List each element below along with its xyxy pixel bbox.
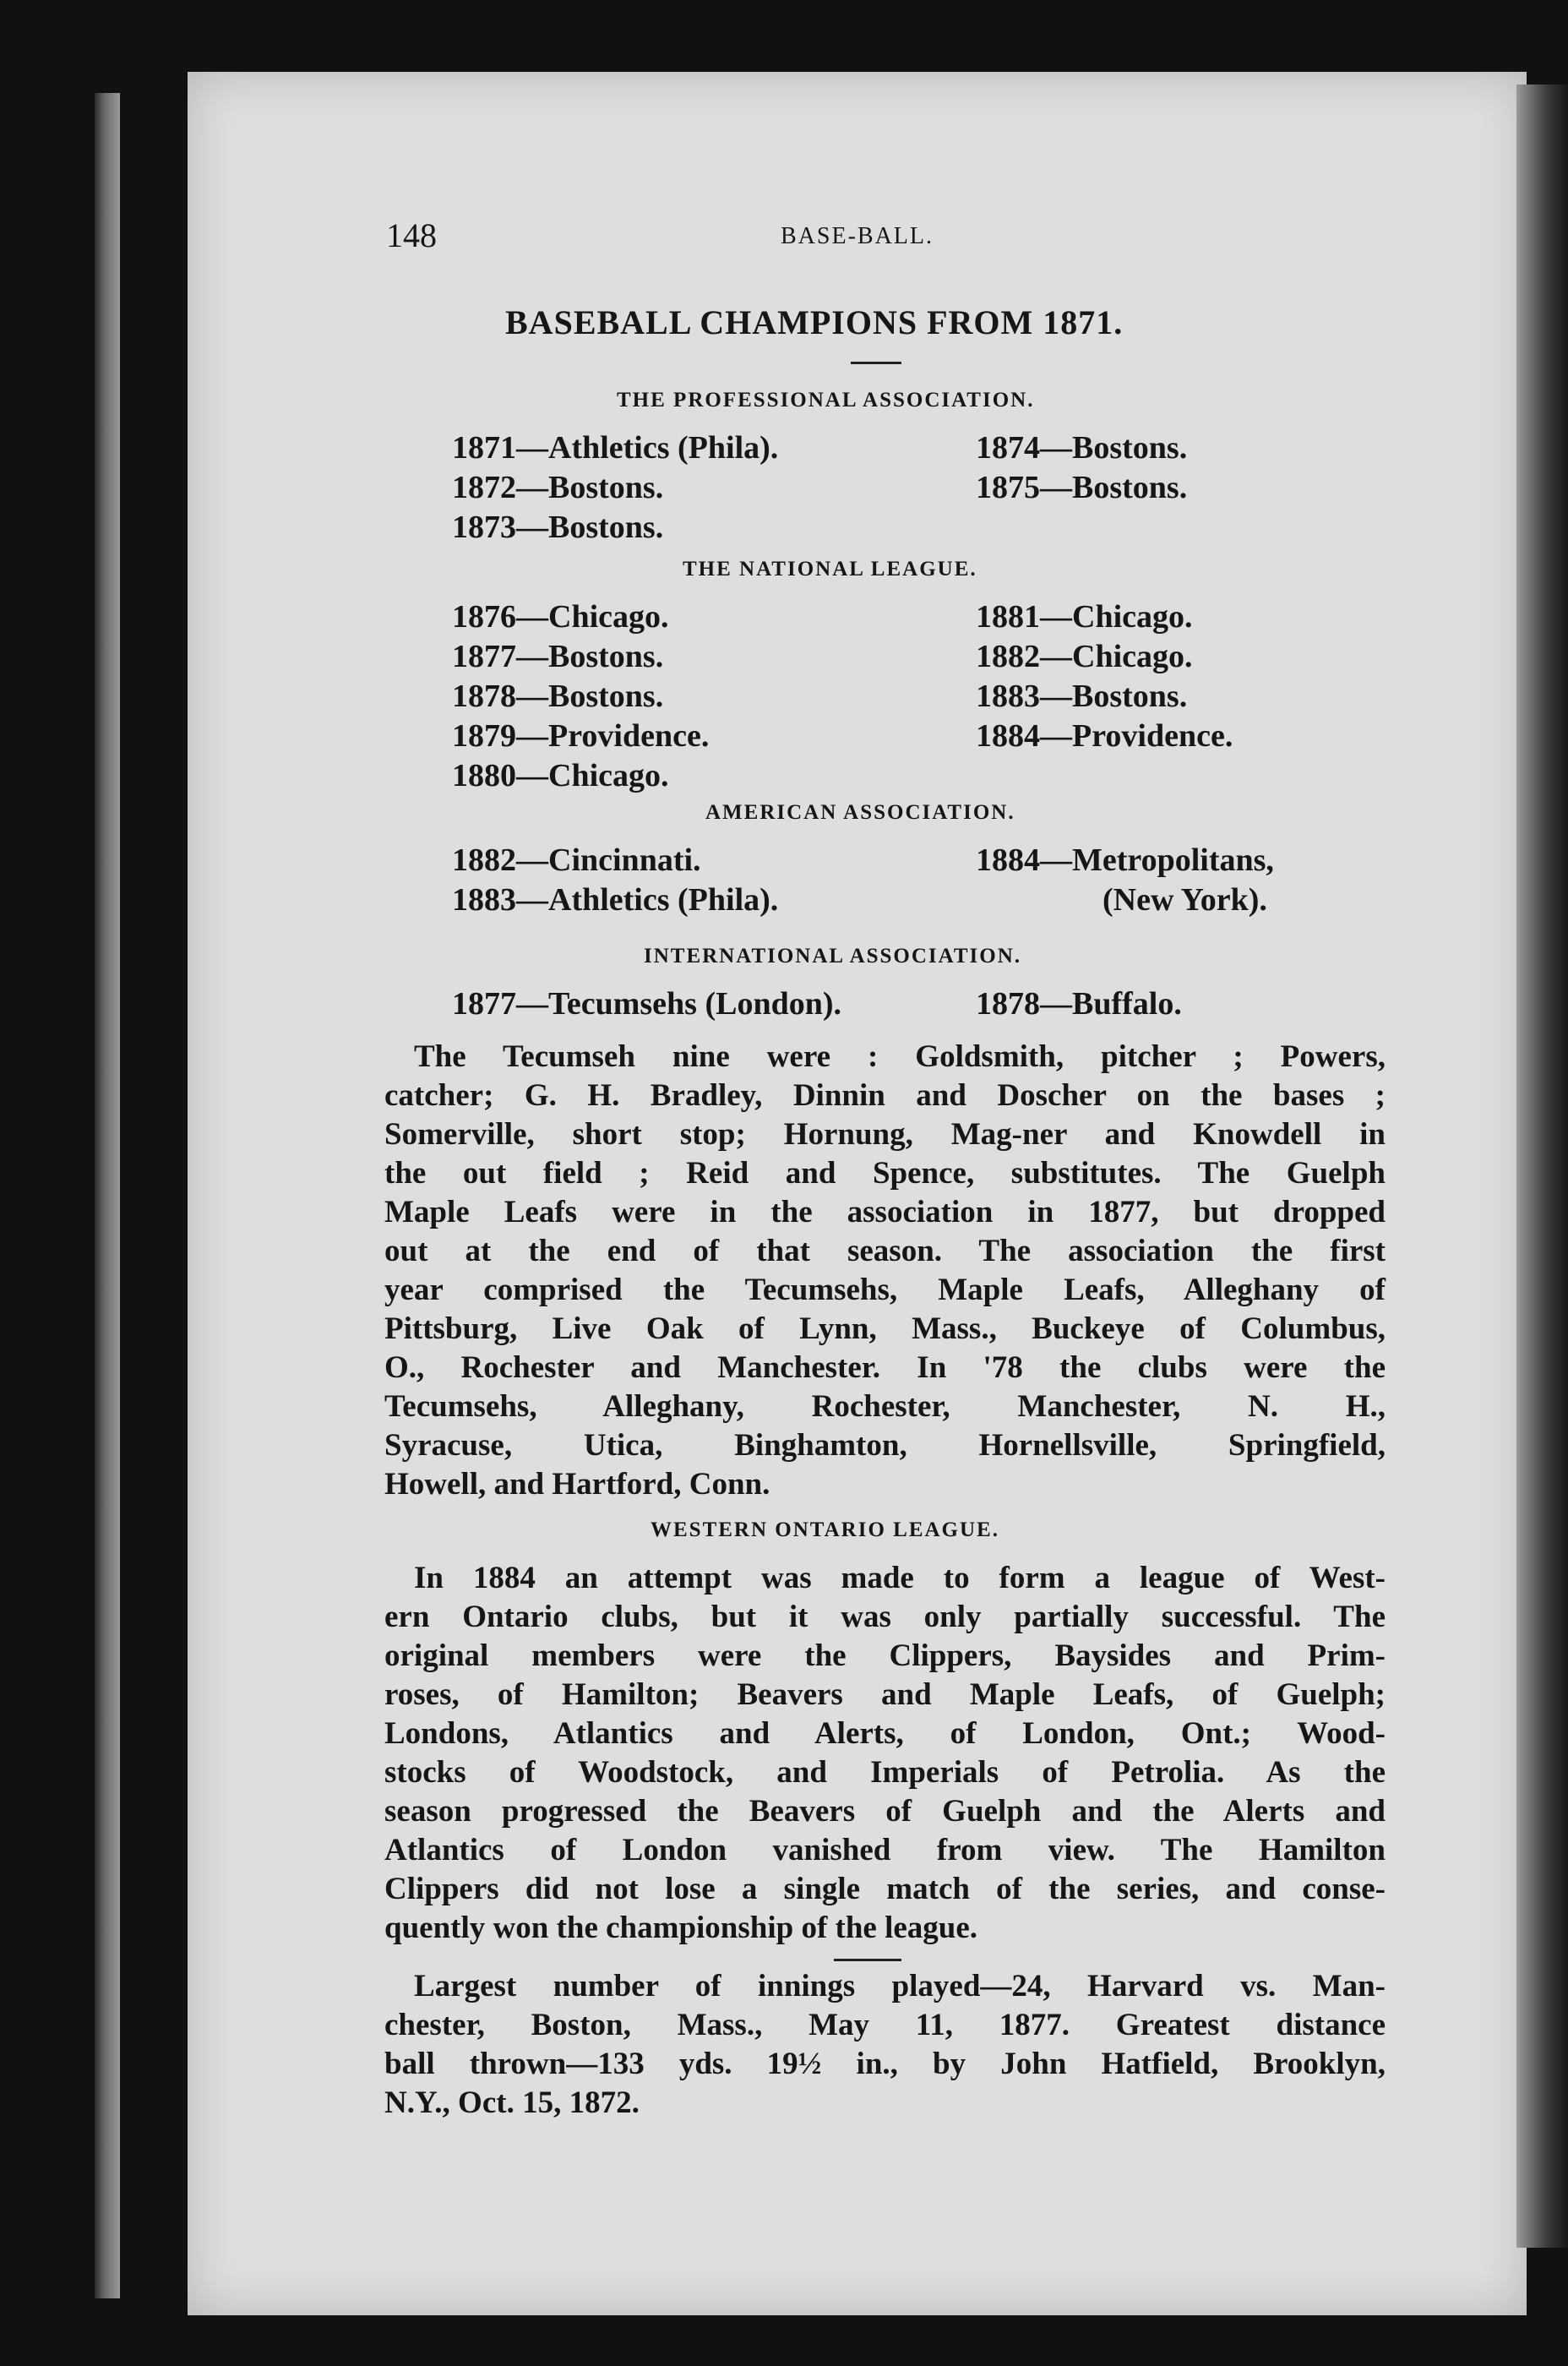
- text-line: Atlantics of London vanished from view. The Hamilton: [384, 1833, 1386, 1867]
- section-heading-western: WESTERN ONTARIO LEAGUE.: [651, 1518, 999, 1541]
- list-item: 1882—Cincinnati.: [452, 842, 701, 878]
- text-line: ball thrown—133 yds. 19½ in., by John Hatfield, Brooklyn,: [384, 2047, 1386, 2081]
- list-item: 1871—Athletics (Phila).: [452, 430, 779, 466]
- page-title: BASEBALL CHAMPIONS FROM 1871.: [505, 303, 1124, 341]
- list-item: 1873—Bostons.: [452, 510, 664, 545]
- text-line: In 1884 an attempt was made to form a league of West-: [414, 1561, 1386, 1595]
- running-head: BASE-BALL.: [781, 223, 934, 249]
- american-left-column: [452, 841, 778, 920]
- national-left-column: [452, 597, 709, 796]
- text-line: N.Y., Oct. 15, 1872.: [384, 2085, 640, 2120]
- text-line: out at the end of that season. The association the first: [384, 1234, 1386, 1268]
- list-item: 1877—Bostons.: [452, 639, 664, 674]
- text-line: season progressed the Beavers of Guelph and the Alerts and: [384, 1794, 1386, 1829]
- text-line: Clippers did not lose a single match of the series, and conse-: [384, 1872, 1386, 1906]
- text-line: the out field ; Reid and Spence, substitutes. The Guelph: [384, 1156, 1386, 1191]
- records-paragraph: [384, 1967, 1386, 2123]
- american-right-column: [976, 841, 1274, 920]
- list-item: 1884—Providence.: [976, 718, 1233, 754]
- list-item: 1883—Athletics (Phila).: [452, 882, 779, 918]
- text-line: Pittsburg, Live Oak of Lynn, Mass., Buckeye of Columbus,: [384, 1311, 1386, 1346]
- book-gutter-shadow: [1516, 84, 1568, 2248]
- list-item: 1884—Metropolitans,: [976, 842, 1274, 878]
- list-item: 1878—Buffalo.: [976, 986, 1182, 1022]
- western-paragraph: [384, 1559, 1386, 1948]
- title-rule: [851, 362, 901, 364]
- text-line: Londons, Atlantics and Alerts, of London, Ont.; Wood-: [384, 1716, 1386, 1751]
- list-item: 1874—Bostons.: [976, 430, 1188, 466]
- text-line: Maple Leafs were in the association in 1877, but dropped: [384, 1195, 1386, 1229]
- international-right-column: [976, 984, 1182, 1024]
- list-item: 1878—Bostons.: [452, 679, 664, 714]
- text-line: Somerville, short stop; Hornung, Mag-ner and Knowdell in: [384, 1117, 1386, 1152]
- text-line: Largest number of innings played—24, Harvard vs. Man-: [414, 1969, 1386, 2003]
- section-heading-professional: THE PROFESSIONAL ASSOCIATION.: [617, 389, 1035, 412]
- list-item: 1879—Providence.: [452, 718, 710, 754]
- text-line: original members were the Clippers, Baysides and Prim-: [384, 1638, 1386, 1673]
- text-line: The Tecumseh nine were : Goldsmith, pitcher ; Powers,: [414, 1039, 1386, 1074]
- section-heading-international: INTERNATIONAL ASSOCIATION.: [644, 945, 1022, 968]
- text-line: O., Rochester and Manchester. In '78 the clubs were the: [384, 1350, 1386, 1385]
- list-item: 1883—Bostons.: [976, 679, 1188, 714]
- professional-right-column: [976, 428, 1187, 508]
- list-item: (New York).: [1102, 882, 1267, 918]
- text-line: stocks of Woodstock, and Imperials of Petrolia. As the: [384, 1755, 1386, 1790]
- section-rule: [834, 1959, 901, 1961]
- section-heading-american: AMERICAN ASSOCIATION.: [705, 801, 1015, 824]
- book-page-edges: [95, 93, 120, 2298]
- text-line: ern Ontario clubs, but it was only partially successful. The: [384, 1600, 1386, 1634]
- text-line: catcher; G. H. Bradley, Dinnin and Doscher on the bases ;: [384, 1078, 1386, 1113]
- text-line: quently won the championship of the league.: [384, 1911, 978, 1945]
- list-item: 1872—Bostons.: [452, 470, 664, 505]
- list-item: 1880—Chicago.: [452, 758, 669, 793]
- text-line: Tecumsehs, Alleghany, Rochester, Manchester, N. H.,: [384, 1389, 1386, 1424]
- text-line: chester, Boston, Mass., May 11, 1877. Greatest distance: [384, 2008, 1386, 2042]
- list-item: 1881—Chicago.: [976, 599, 1193, 635]
- list-item: 1882—Chicago.: [976, 639, 1193, 674]
- text-line: Syracuse, Utica, Binghamton, Hornellsville, Springfield,: [384, 1428, 1386, 1463]
- section-heading-national: THE NATIONAL LEAGUE.: [683, 558, 977, 581]
- text-line: year comprised the Tecumsehs, Maple Leafs, Alleghany of: [384, 1273, 1386, 1307]
- text-line: Howell, and Hartford, Conn.: [384, 1467, 770, 1502]
- list-item: 1877—Tecumsehs (London).: [452, 986, 842, 1022]
- international-left-column: [452, 984, 841, 1024]
- page-number: 148: [386, 216, 437, 254]
- text-line: roses, of Hamilton; Beavers and Maple Leafs, of Guelph;: [384, 1677, 1386, 1712]
- tecumseh-paragraph: [384, 1038, 1386, 1504]
- list-item: 1875—Bostons.: [976, 470, 1188, 505]
- professional-left-column: [452, 428, 778, 548]
- list-item: 1876—Chicago.: [452, 599, 669, 635]
- national-right-column: [976, 597, 1233, 756]
